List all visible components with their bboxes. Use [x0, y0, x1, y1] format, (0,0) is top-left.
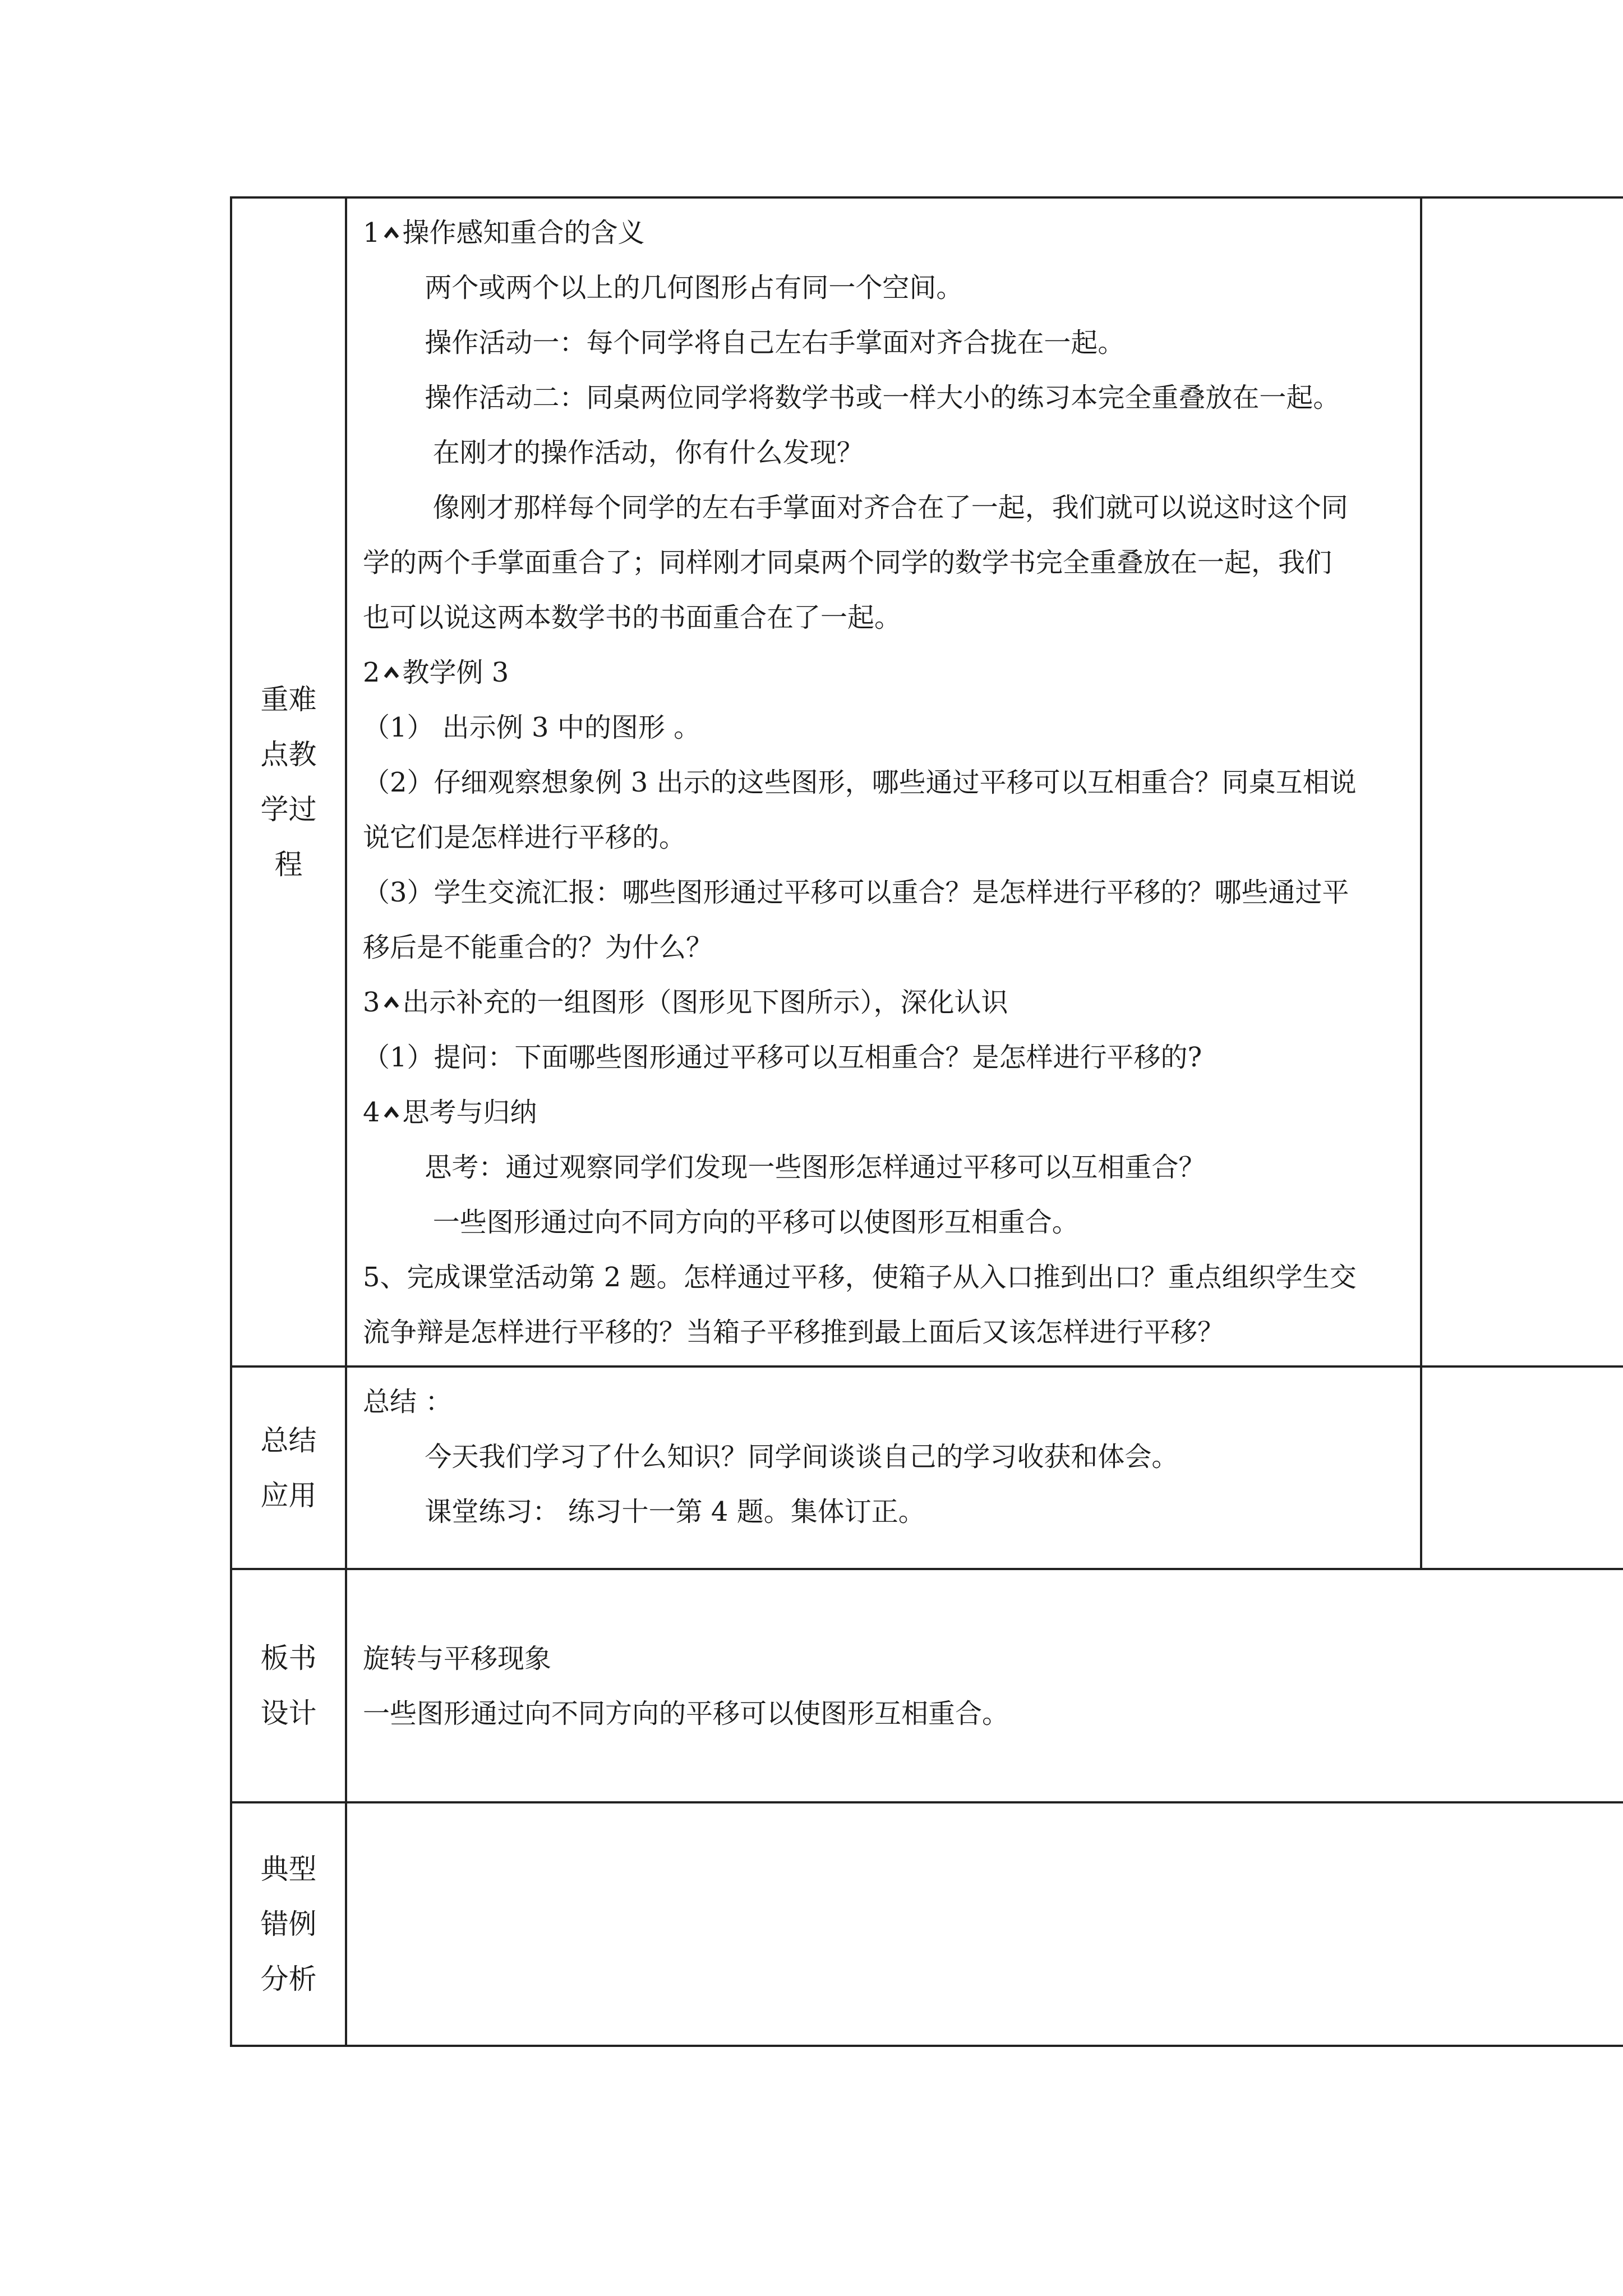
summary-row — [231, 1366, 1623, 1569]
summary-content — [346, 1366, 1421, 1569]
item5-line: 5、完成课堂活动第 2 题。怎样通过平移，使箱子从入口推到出口？重点组织学生交 — [363, 1262, 1357, 1293]
item1-para-line: 学的两个手掌面重合了；同样刚才同桌两个同学的数学书完全重叠放在一起，我们 — [363, 547, 1332, 578]
item2-line: （1） 出示例 3 中的图形 。 — [363, 712, 701, 743]
caret-bullet-icon — [384, 225, 399, 241]
summary-label: 总结 应用 — [260, 1424, 317, 1512]
item4-line: 一些图形通过向不同方向的平移可以使图形互相重合。 — [432, 1207, 1079, 1238]
board-row — [231, 1569, 1623, 1802]
errors-label: 典型 错例 分析 — [260, 1853, 317, 1995]
process-row — [231, 197, 1623, 1366]
board-label-cell — [231, 1569, 346, 1802]
lesson-plan-table — [230, 196, 1623, 2047]
item1-para-line: 也可以说这两本数学书的书面重合在了一起。 — [363, 602, 902, 633]
summary-label-cell — [231, 1366, 346, 1569]
item3-heading: 3 出示补充的一组图形（图形见下图所示），深化认识 — [363, 987, 1008, 1018]
item1-heading: 1 操作感知重合的含义 — [363, 217, 645, 249]
board-label: 板书 设计 — [260, 1642, 317, 1729]
process-notes-cell — [1421, 197, 1623, 1366]
caret-bullet-icon — [384, 665, 399, 680]
errors-row — [231, 1802, 1623, 2046]
item1-line: 两个或两个以上的几何图形占有同一个空间。 — [425, 272, 963, 303]
item2-line: （2）仔细观察想象例 3 出示的这些图形，哪些通过平移可以互相重合？同桌互相说 — [363, 767, 1357, 798]
caret-bullet-icon — [384, 995, 399, 1010]
errors-content — [346, 1802, 1623, 2046]
item2-line: 说它们是怎样进行平移的。 — [363, 822, 686, 853]
item4-line: 思考：通过观察同学们发现一些图形怎样通过平移可以互相重合？ — [425, 1152, 1206, 1183]
item4-heading: 4 思考与归纳 — [363, 1097, 537, 1128]
summary-title: 总结 ： — [363, 1386, 453, 1418]
item5-line: 流争辩是怎样进行平移的？当箱子平移推到最上面后又该怎样进行平移？ — [363, 1317, 1225, 1348]
process-content — [346, 197, 1421, 1366]
item1-line: 在刚才的操作活动，你有什么发现？ — [432, 437, 864, 468]
summary-line: 今天我们学习了什么知识？同学间谈谈自己的学习收获和体会。 — [425, 1441, 1179, 1473]
item2-heading: 2 教学例 3 — [363, 657, 509, 688]
item1-line: 操作活动二：同桌两位同学将数学书或一样大小的练习本完全重叠放在一起。 — [425, 382, 1340, 413]
item2-line: （3）学生交流汇报：哪些图形通过平移可以重合？是怎样进行平移的？哪些通过平 — [363, 877, 1349, 908]
board-line: 旋转与平移现象 — [363, 1643, 552, 1674]
item1-line: 操作活动一：每个同学将自己左右手掌面对齐合拢在一起。 — [425, 327, 1125, 358]
process-label: 重难 点教 学过 程 — [260, 683, 317, 881]
board-content — [346, 1569, 1623, 1802]
summary-notes-cell — [1421, 1366, 1623, 1569]
item2-line: 移后是不能重合的？为什么？ — [363, 932, 713, 963]
item1-para-line: 像刚才那样每个同学的左右手掌面对齐合在了一起，我们就可以说这时这个同 — [432, 492, 1348, 523]
process-label-cell — [231, 197, 346, 1366]
errors-label-cell — [231, 1802, 346, 2046]
caret-bullet-icon — [384, 1105, 399, 1120]
item3-line: （1）提问：下面哪些图形通过平移可以互相重合？是怎样进行平移的? — [363, 1042, 1202, 1073]
summary-line: 课堂练习： 练习十一第 4 题。集体订正。 — [425, 1496, 925, 1527]
board-line: 一些图形通过向不同方向的平移可以使图形互相重合。 — [363, 1698, 1009, 1729]
